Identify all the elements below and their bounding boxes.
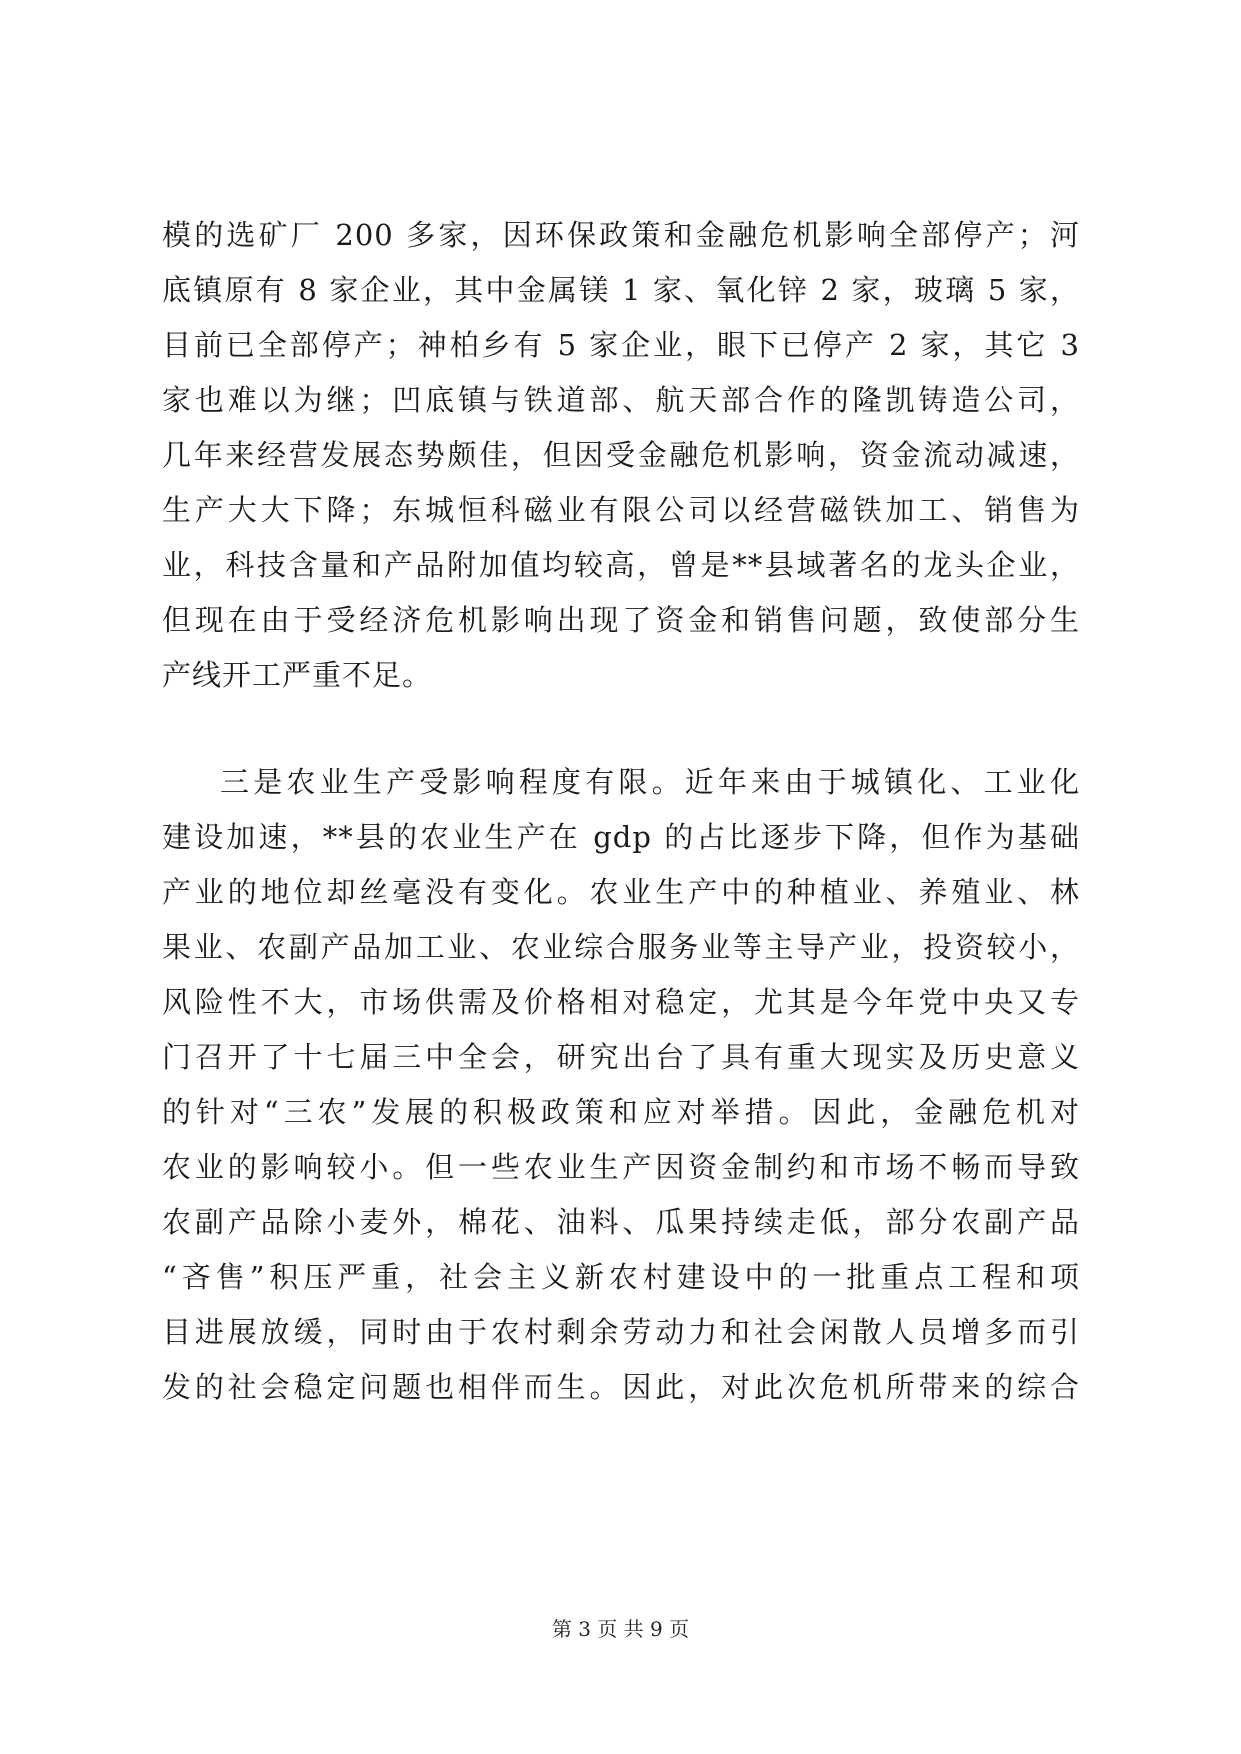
text-line: 产业的地位却丝毫没有变化。农业生产中的种植业、养殖业、林: [162, 875, 1080, 909]
text-line: 门召开了十七届三中全会，研究出台了具有重大现实及历史意义: [162, 1040, 1080, 1074]
text-line: 果业、农副产品加工业、农业综合服务业等主导产业，投资较小，: [162, 930, 1080, 964]
text-line: 模的选矿厂 200 多家，因环保政策和金融危机影响全部停产；河: [162, 218, 1080, 252]
text-line: 家也难以为继；凹底镇与铁道部、航天部合作的隆凯铸造公司，: [162, 383, 1080, 417]
page-number-footer: 第 3 页 共 9 页: [551, 1617, 690, 1641]
text-line: 产线开工严重不足。: [162, 658, 433, 692]
text-line: 目进展放缓，同时由于农村剩余劳动力和社会闲散人员增多而引: [162, 1315, 1080, 1349]
paragraph-first-line: 三是农业生产受影响程度有限。近年来由于城镇化、工业化: [220, 765, 1080, 799]
text-line: 农业的影响较小。但一些农业生产因资金制约和市场不畅而导致: [162, 1150, 1080, 1184]
text-line: 建设加速，**县的农业生产在 gdp 的占比逐步下降，但作为基础: [162, 820, 1080, 854]
text-line: 目前已全部停产；神柏乡有 5 家企业，眼下已停产 2 家，其它 3: [162, 328, 1080, 362]
text-line: 几年来经营发展态势颇佳，但因受金融危机影响，资金流动减速，: [162, 438, 1080, 472]
text-line: “吝售”积压严重，社会主义新农村建设中的一批重点工程和项: [162, 1260, 1080, 1294]
text-line: 的针对“三农”发展的积极政策和应对举措。因此，金融危机对: [162, 1095, 1080, 1129]
text-line: 但现在由于受经济危机影响出现了资金和销售问题，致使部分生: [162, 603, 1080, 637]
text-line: 发的社会稳定问题也相伴而生。因此，对此次危机所带来的综合: [162, 1370, 1080, 1404]
text-line: 业，科技含量和产品附加值均较高，曾是**县域著名的龙头企业，: [162, 548, 1080, 582]
text-line: 生产大大下降；东城恒科磁业有限公司以经营磁铁加工、销售为: [162, 493, 1080, 527]
text-line: 风险性不大，市场供需及价格相对稳定，尤其是今年党中央又专: [162, 985, 1080, 1019]
text-line: 农副产品除小麦外，棉花、油料、瓜果持续走低，部分农副产品: [162, 1205, 1080, 1239]
text-line: 底镇原有 8 家企业，其中金属镁 1 家、氧化锌 2 家，玻璃 5 家，: [162, 273, 1080, 307]
